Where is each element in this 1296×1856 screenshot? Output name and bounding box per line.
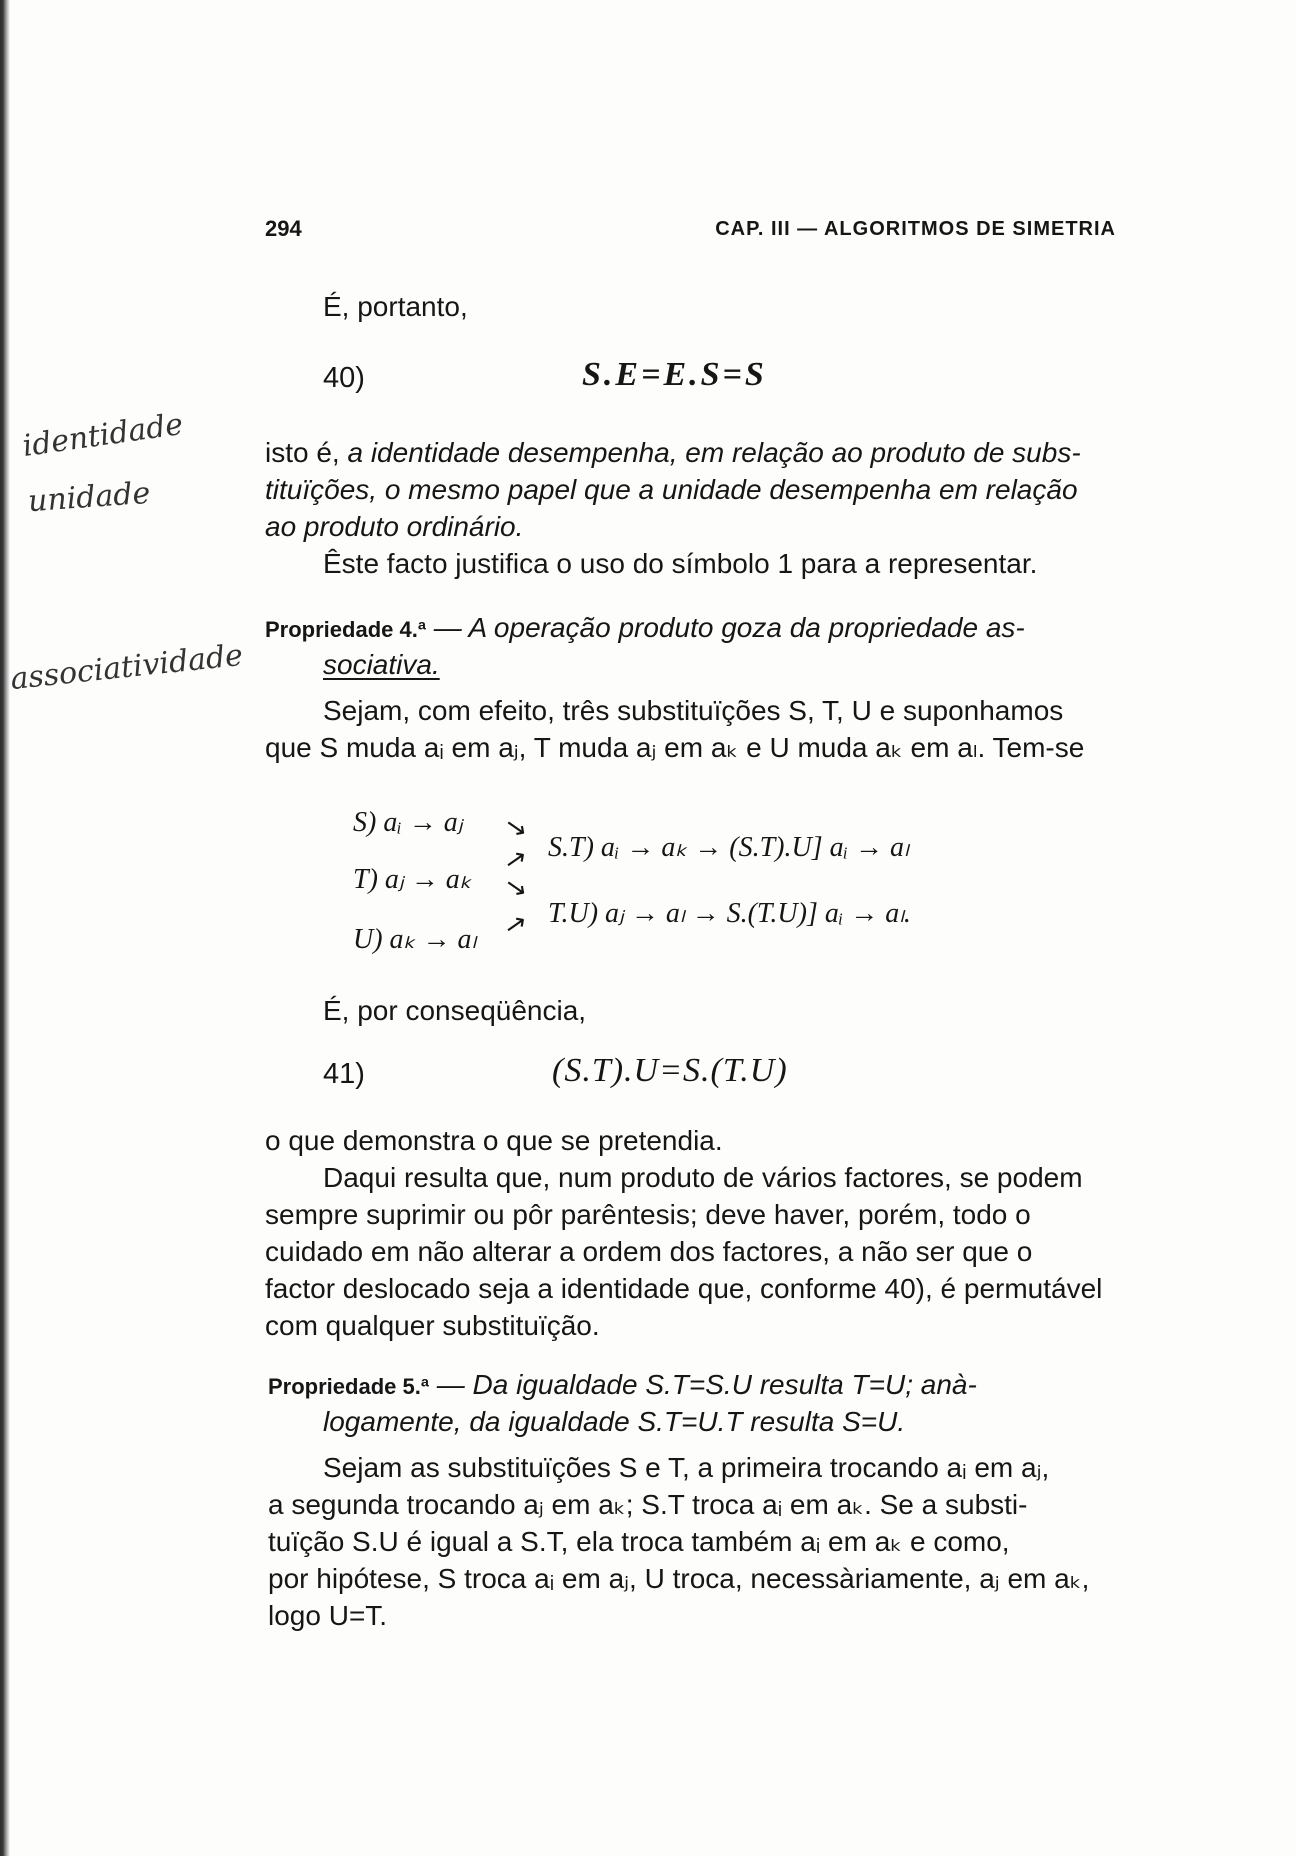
para1-line3: ao produto ordinário. bbox=[265, 511, 524, 542]
para3-line1: o que demonstra o que se pretendia. bbox=[265, 1125, 723, 1156]
para4-line2: a segunda trocando aⱼ em aₖ; S.T troca aᵢ em aₖ. Se a substi- bbox=[268, 1489, 1028, 1520]
diagram-u-row: U) aₖ → aₗ bbox=[353, 924, 477, 955]
para1-line1 bbox=[265, 434, 1081, 471]
diagram-t-row: T) aⱼ → aₖ bbox=[353, 864, 472, 895]
page-number: 294 bbox=[265, 216, 302, 241]
property-4-line2: sociativa. bbox=[323, 649, 440, 680]
para1-line2: tituïções, o mesmo papel que a unidade desempenha em relação bbox=[265, 474, 1078, 505]
para3-line4: cuidado em não alterar a ordem dos factores, a não ser que o bbox=[265, 1236, 1033, 1267]
para3-line5: factor deslocado seja a identidade que, conforme 40), é permutável bbox=[265, 1273, 1103, 1304]
property-4-line1: — A operação produto goza da propriedade as- bbox=[425, 612, 1025, 643]
para4-line5: logo U=T. bbox=[268, 1600, 388, 1631]
property-5-label: Propriedade 5.ª bbox=[268, 1374, 429, 1399]
para3-line3: sempre suprimir ou pôr parêntesis; deve haver, porém, todo o bbox=[265, 1199, 1031, 1230]
equation-40-formula: S.E=E.S=S bbox=[582, 356, 767, 393]
equation-41-number: 41) bbox=[323, 1058, 365, 1090]
property-4 bbox=[265, 609, 1025, 648]
property-5-line1: — Da igualdade S.T=S.U resulta T=U; anà- bbox=[428, 1369, 977, 1400]
equation-40-number: 40) bbox=[323, 362, 365, 394]
scan-edge bbox=[0, 0, 10, 1856]
arrow-up-right-2: → bbox=[498, 906, 534, 944]
para3-line6: com qualquer substituïção. bbox=[265, 1310, 600, 1341]
margin-note-identidade: identidade bbox=[20, 406, 186, 465]
para3-line2: Daqui resulta que, num produto de vários factores, se podem bbox=[323, 1162, 1083, 1193]
diagram-tu-row: T.U) aⱼ → aₗ → S.(T.U)] aᵢ → aₗ. bbox=[548, 898, 911, 929]
property-5-line2: logamente, da igualdade S.T=U.T resulta S=U. bbox=[323, 1406, 906, 1437]
para2-line1: Sejam, com efeito, três substituïções S, T, U e suponhamos bbox=[323, 695, 1064, 726]
para4-line3: tuïção S.U é igual a S.T, ela troca também aᵢ em aₖ e como, bbox=[268, 1526, 1010, 1557]
property-4-label: Propriedade 4.ª bbox=[265, 617, 426, 642]
arrow-up-right-1: → bbox=[498, 841, 534, 879]
para1-line1-text: a identidade desempenha, em relação ao produto de subs- bbox=[347, 437, 1081, 468]
para1-line4: Êste facto justifica o uso do símbolo 1 para a representar. bbox=[323, 548, 1038, 579]
para4-line4: por hipótese, S troca aᵢ em aⱼ, U troca, necessàriamente, aⱼ em aₖ, bbox=[268, 1563, 1090, 1594]
chapter-title: CAP. III — ALGORITMOS DE SIMETRIA bbox=[715, 218, 1116, 240]
property-5 bbox=[268, 1366, 977, 1405]
margin-note-unidade: unidade bbox=[26, 475, 152, 520]
para4-line1: Sejam as substituïções S e T, a primeira trocando aᵢ em aⱼ, bbox=[323, 1452, 1050, 1483]
diagram-s-row: S) aᵢ → aⱼ bbox=[353, 807, 463, 838]
equation-41-formula: (S.T).U=S.(T.U) bbox=[552, 1052, 788, 1089]
consequence-text: É, por conseqüência, bbox=[323, 995, 587, 1026]
para2-line2: que S muda aᵢ em aⱼ, T muda aⱼ em aₖ e U muda aₖ em aₗ. Tem-se bbox=[265, 732, 1085, 763]
arrow-down-right-2: → bbox=[498, 869, 534, 907]
diagram-st-row: S.T) aᵢ → aₖ → (S.T).U] aᵢ → aₗ bbox=[548, 832, 909, 863]
intro-text: É, portanto, bbox=[323, 291, 468, 322]
arrow-down-right-1: → bbox=[498, 809, 534, 847]
para1-lead: isto é, bbox=[265, 437, 348, 468]
margin-note-associatividade: associatividade bbox=[8, 637, 245, 698]
